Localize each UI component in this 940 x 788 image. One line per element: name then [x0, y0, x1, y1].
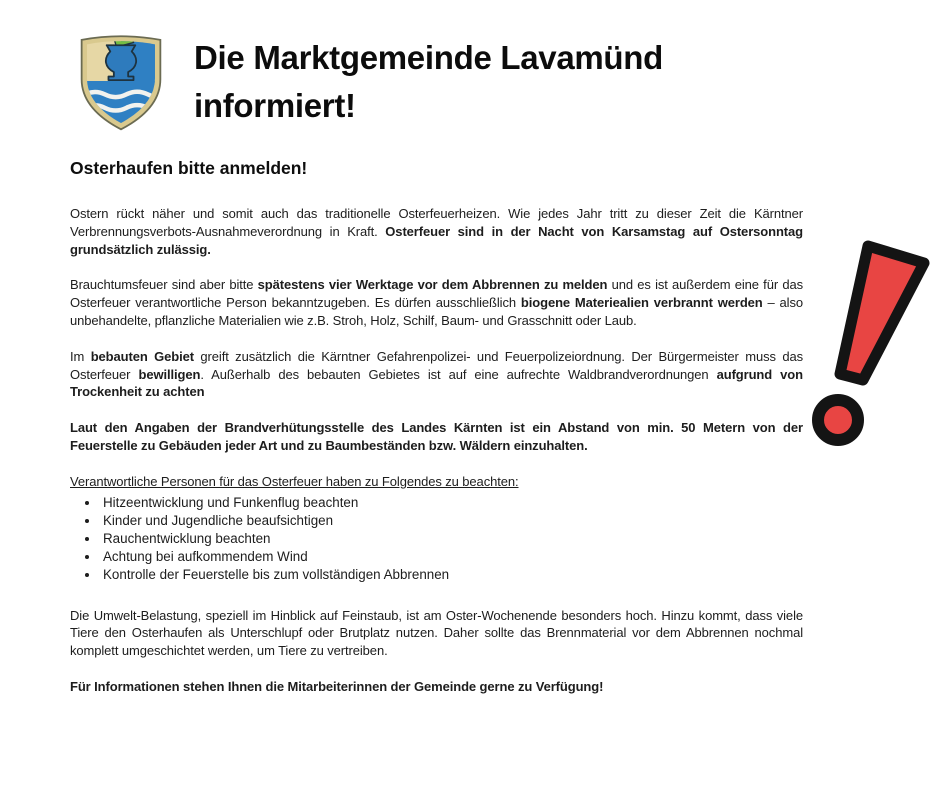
text-run: Für Informationen stehen Ihnen die Mitarbeiterinnen der Gemeinde gerne zu Verfügung!	[70, 678, 604, 694]
text-run: bebauten Gebiet	[90, 348, 194, 364]
paragraph	[70, 473, 803, 491]
text-run: bewilligen	[138, 366, 201, 382]
header	[76, 30, 663, 132]
exclamation-dot	[818, 400, 858, 440]
text-run: greift zusätzlich die Kärntner Gefahrenpolizei- und Feuerpolizeiordnung. Der Bürgermeister muss das Osterfeuer	[70, 348, 803, 382]
list-item: • Kontrolle der Feuerstelle bis zum vollständigen Abbrennen	[100, 566, 803, 584]
article-subtitle: Osterhaufen bitte anmelden!	[70, 158, 308, 178]
text-run: . Außerhalb des bebauten Gebietes ist auf eine aufrechte Waldbrandverordnungen	[200, 366, 717, 382]
text-run: Brauchtumsfeuer sind aber bitte	[70, 277, 258, 293]
page-title	[194, 34, 663, 130]
text-run: spätestens vier Werktage vor dem Abbrennen zu melden	[257, 277, 608, 293]
list-item: • Achtung bei aufkommendem Wind	[100, 548, 803, 566]
exclamation-bar	[840, 246, 924, 380]
paragraph	[70, 276, 803, 329]
text-run: Die Umwelt-Belastung, speziell im Hinblick auf Feinstaub, ist am Oster-Wochenende besonders hoch. Hinzu kommt, dass viele Tiere den Osterhaufen als Unterschlupf oder Brutplatz nutzen. Daher sollte das Brennmaterial vor dem Abbrennen nochmal komplett umgeschichtet werden, um Tiere zu vertreiben.	[70, 607, 803, 659]
article	[70, 158, 803, 714]
bullet-list	[70, 494, 803, 584]
text-run: aufgrund von Trockenheit zu achten	[70, 366, 803, 400]
coat-of-arms-icon	[76, 30, 166, 132]
lavamuend-crest-logo	[76, 30, 166, 132]
text-run: Laut den Angaben der Brandverhütungsstelle des Landes Kärnten ist ein Abstand von min. 50 Metern von der Feuerstelle zu Gebäuden jeder Art und zu Baumbeständen bzw. Wäldern einzuhalten.	[70, 420, 803, 453]
paragraph	[70, 607, 803, 660]
paragraph	[70, 348, 803, 401]
page-title-line2: informiert!	[194, 87, 356, 124]
article-body	[70, 205, 803, 696]
text-run: Ostern rückt näher und somit auch das traditionelle Osterfeuerheizen. Wie jedes Jahr tritt zu dieser Zeit die Kärntner Verbrennungsverbots-Ausnahmeverordnung in Kraft.	[70, 206, 803, 239]
text-run: und es ist außerdem eine für das Osterfeuer verantwortliche Person bekanntzugeben. Es dürfen ausschließlich	[70, 277, 803, 311]
text-run: Verantwortliche Personen für das Osterfeuer haben zu Folgendes zu beachten:	[70, 473, 519, 489]
exclamation-mark-graphic	[810, 236, 936, 448]
list-item: • Rauchentwicklung beachten	[100, 530, 803, 548]
page-title-line1: Die Marktgemeinde Lavamünd	[194, 39, 663, 76]
text-run: Osterfeuer sind in der Nacht von Karsamstag auf Ostersonntag grundsätzlich zulässig.	[70, 223, 804, 257]
text-run: – also unbehandelte, pflanzliche Materialien wie z.B. Stroh, Holz, Schilf, Baum- und Grasschnitt oder Laub.	[70, 295, 804, 328]
paragraph	[70, 205, 803, 258]
paragraph	[70, 419, 803, 455]
paragraph	[70, 678, 803, 696]
list-item: • Kinder und Jugendliche beaufsichtigen	[100, 512, 803, 530]
text-run: biogene Materiealien verbrannt werden	[520, 295, 763, 311]
list-item: • Hitzeentwicklung und Funkenflug beachten	[100, 494, 803, 512]
text-run: Im	[70, 348, 91, 364]
